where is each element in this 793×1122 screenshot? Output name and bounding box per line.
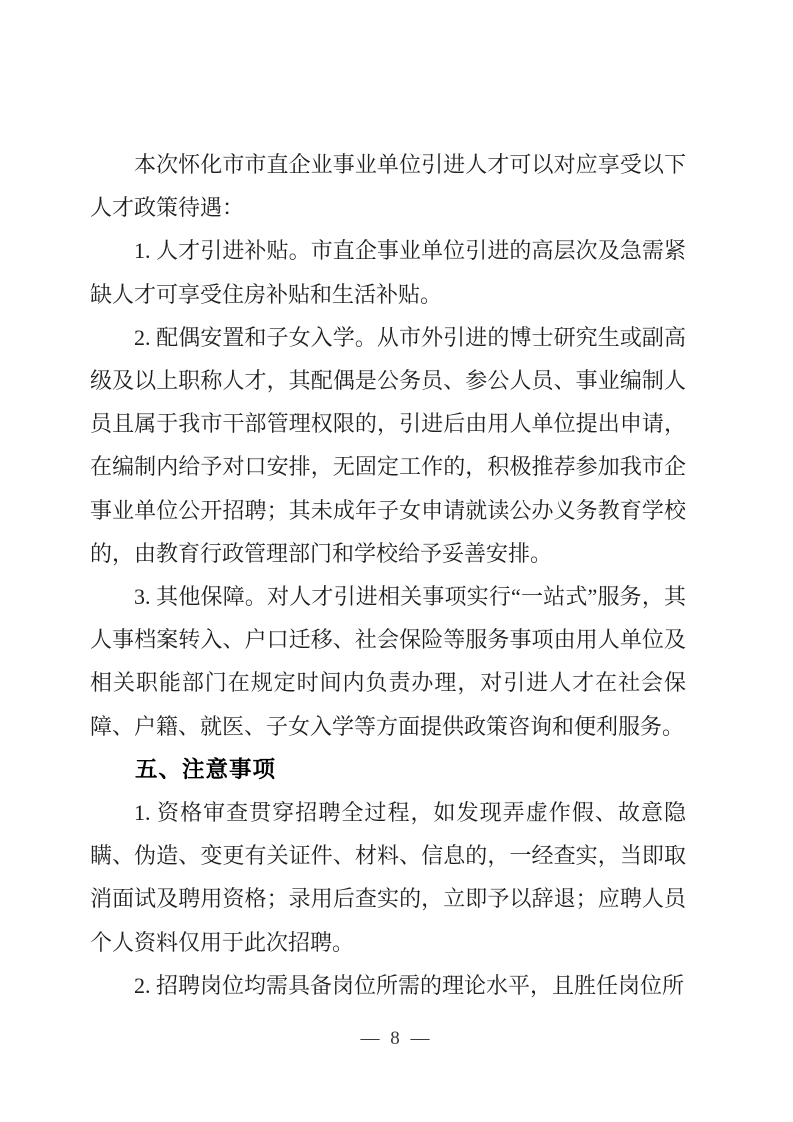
section-heading-notes: 五、注意事项: [135, 756, 277, 782]
policy-item-3: 3. 其他保障。对人才引进相关事项实行“一站式”服务，其人事档案转入、户口迁移、社会保险等服务事项由用人单位及相关职能部门在规定时间内负责办理，对引进人才在社会保障、户籍、就医、子女入学等方面提供政策咨询和便利服务。: [90, 584, 686, 739]
intro-paragraph: 本次怀化市市直企业事业单位引进人才可以对应享受以下人才政策待遇：: [90, 152, 686, 221]
document-body: [90, 143, 686, 1007]
policy-item-1: 1. 人才引进补贴。市直企事业单位引进的高层次及急需紧缺人才可享受住房补贴和生活补贴。: [90, 238, 686, 307]
note-item-1: 1. 资格审查贯穿招聘全过程，如发现弄虚作假、故意隐瞒、伪造、变更有关证件、材料、信息的，一经查实，当即取消面试及聘用资格；录用后查实的，立即予以辞退；应聘人员个人资料仅用于此次招聘。: [90, 800, 686, 955]
policy-item-2: 2. 配偶安置和子女入学。从市外引进的博士研究生或副高级及以上职称人才，其配偶是公务员、参公人员、事业编制人员且属于我市干部管理权限的，引进后由用人单位提出申请，在编制内给予对口安排，无固定工作的，积极推荐参加我市企事业单位公开招聘；其未成年子女申请就读公办义务教育学校的，由教育行政管理部门和学校给予妥善安排。: [90, 324, 686, 566]
page-number: — 8 —: [360, 1028, 433, 1049]
note-item-2: 2. 招聘岗位均需具备岗位所需的理论水平，且胜任岗位所: [134, 972, 685, 998]
